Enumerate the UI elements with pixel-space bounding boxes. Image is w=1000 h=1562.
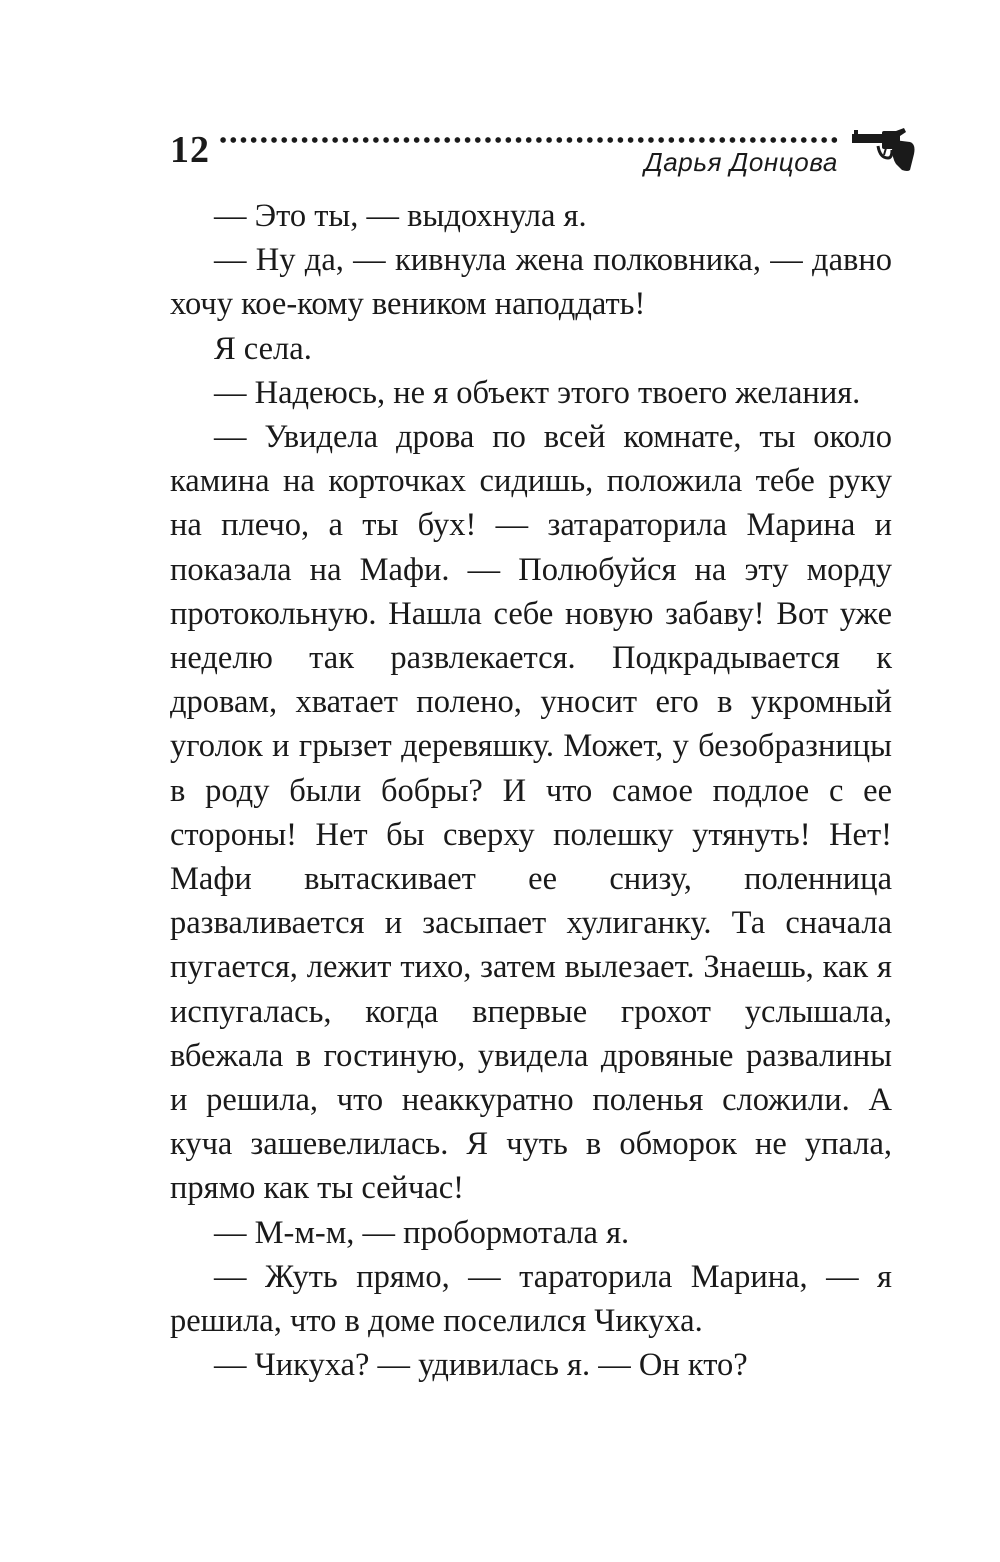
paragraph: — М-м-м, — пробормотала я.: [214, 1214, 630, 1251]
paragraph: — Жуть прямо, — тараторила Марина, — я решила, что в доме поселился Чикуха.: [170, 1258, 892, 1340]
paragraph: — Ну да, — кивнула жена полковника, — давно хочу кое-кому веником наподдать!: [170, 242, 892, 323]
paragraph: — Это ты, — выдохнула я.: [214, 198, 587, 234]
revolver-icon: [850, 128, 916, 172]
paragraph: Я села.: [214, 330, 312, 367]
body-text: [170, 194, 892, 1387]
paragraph: — Увидела дрова по всей комнате, ты около камина на корточках сидишь, положила тебе руку на плечо, а ты бух! — затараторила Марина и показала на Мафи. — Полюбуйся на эту морду протокольную. Нашла себе новую забаву! Вот уже неделю так развлекается. Подкрадывается к дровам, хватает полено, уносит его в укромный уголок и грызет деревяшку. Может, у безобразницы в роду были бобры? И что самое подлое с ее стороны! Нет бы сверху полешку утянуть! Нет! Мафи вытаскивает ее снизу, поленница разваливается и засыпает хулиганку. Та сначала пугается, лежит тихо, затем вылезает. Знаешь, как я испугалась, когда впервые грохот услышала, вбежала в гостиную, увидела дровяные развалины и решила, что неаккуратно поленья сложили. А куча зашевелилась. Я чуть в обморок не упала, прямо как ты сейчас!: [170, 419, 892, 1207]
running-head-author: Дарья Донцова: [644, 147, 838, 177]
paragraph: — Надеюсь, не я объект этого твоего желания.: [214, 374, 861, 411]
dotted-rule: [218, 136, 840, 144]
paragraph: — Чикуха? — удивилась я. — Он кто?: [214, 1347, 748, 1384]
page-number: 12: [170, 129, 210, 171]
